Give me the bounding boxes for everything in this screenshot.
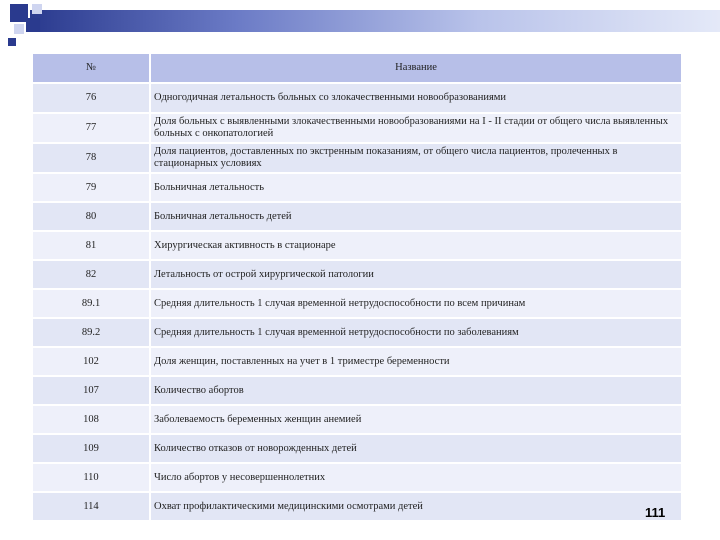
row-name: Доля пациентов, доставленных по экстренным показаниям, от общего числа пациентов, пролеченных в стационарных условиях (150, 143, 682, 173)
row-number: 107 (33, 376, 150, 405)
row-name: Число абортов у несовершеннолетних (150, 463, 682, 492)
row-number: 79 (33, 173, 150, 202)
row-number: 81 (33, 231, 150, 260)
header-gradient-bar (30, 10, 720, 32)
table-row (33, 463, 682, 492)
row-name: Количество отказов от новорожденных детей (150, 434, 682, 463)
row-number: 114 (33, 492, 150, 521)
table-row (33, 113, 682, 143)
table-row (33, 202, 682, 231)
row-number: 78 (33, 143, 150, 173)
table-row (33, 492, 682, 521)
row-number: 80 (33, 202, 150, 231)
table-row (33, 318, 682, 347)
header-name: Название (150, 54, 682, 83)
indicators-table (33, 54, 683, 522)
row-name: Больничная летальность детей (150, 202, 682, 231)
table-row (33, 143, 682, 173)
row-name: Доля больных с выявленными злокачественными новообразованиями на I - II стадии от общего числа выявленных больных с онкопатологией (150, 113, 682, 143)
row-name: Хирургическая активность в стационаре (150, 231, 682, 260)
row-name: Доля женщин, поставленных на учет в 1 триместре беременности (150, 347, 682, 376)
decor-square (32, 4, 42, 14)
row-name: Средняя длительность 1 случая временной нетрудоспособности по всем причинам (150, 289, 682, 318)
row-name: Больничная летальность (150, 173, 682, 202)
decor-square (14, 24, 24, 34)
table-row (33, 83, 682, 113)
row-name: Летальность от острой хирургической патологии (150, 260, 682, 289)
row-name: Количество абортов (150, 376, 682, 405)
table-row (33, 434, 682, 463)
table-row (33, 376, 682, 405)
row-number: 76 (33, 83, 150, 113)
page-number: 111 (645, 505, 666, 520)
decor-square (26, 18, 40, 32)
row-number: 82 (33, 260, 150, 289)
header-number: № (33, 54, 150, 83)
table-row (33, 260, 682, 289)
table-row (33, 405, 682, 434)
row-number: 89.2 (33, 318, 150, 347)
row-name: Заболеваемость беременных женщин анемией (150, 405, 682, 434)
row-name: Средняя длительность 1 случая временной нетрудоспособности по заболеваниям (150, 318, 682, 347)
row-number: 89.1 (33, 289, 150, 318)
table-row (33, 173, 682, 202)
decor-square (8, 38, 16, 46)
table-row (33, 347, 682, 376)
row-name: Одногодичная летальность больных со злокачественными новообразованиями (150, 83, 682, 113)
row-number: 109 (33, 434, 150, 463)
row-number: 102 (33, 347, 150, 376)
table-row (33, 289, 682, 318)
table-row (33, 231, 682, 260)
table-header-row (33, 54, 682, 83)
row-number: 77 (33, 113, 150, 143)
row-number: 110 (33, 463, 150, 492)
row-name: Охват профилактическими медицинскими осмотрами детей (150, 492, 682, 521)
row-number: 108 (33, 405, 150, 434)
